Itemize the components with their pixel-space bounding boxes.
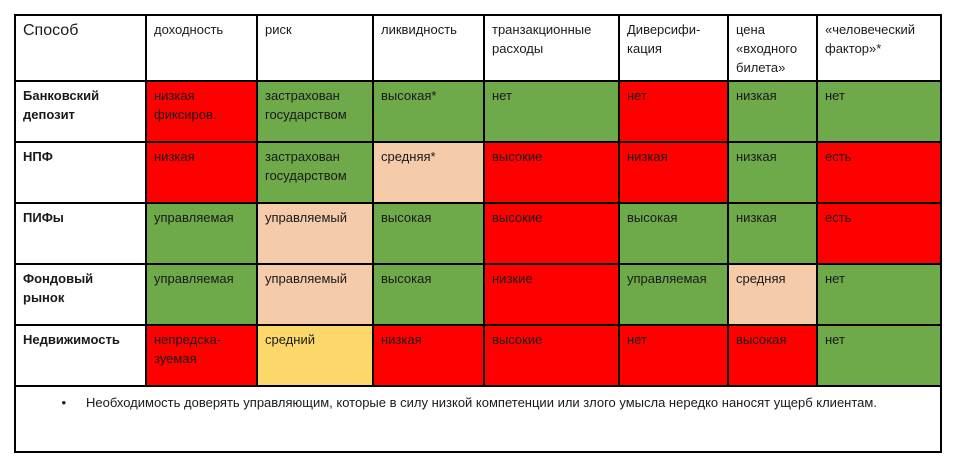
cell-value: управляемая xyxy=(154,210,234,225)
table-cell xyxy=(817,264,941,325)
header-cell xyxy=(146,15,257,81)
cell-value: низкая xyxy=(154,149,195,164)
header-cell xyxy=(817,15,941,81)
cell-value: средняя* xyxy=(381,149,436,164)
header-cell xyxy=(728,15,817,81)
cell-value: средняя xyxy=(736,271,786,286)
header-cell xyxy=(619,15,728,81)
table-cell xyxy=(257,264,373,325)
table-cell xyxy=(146,325,257,386)
table-cell xyxy=(484,81,619,142)
cell-value: низкая xyxy=(627,149,668,164)
cell-value: есть xyxy=(825,210,852,225)
cell-value: нет xyxy=(492,88,512,103)
cell-value: высокая xyxy=(627,210,678,225)
table-row xyxy=(15,81,941,142)
row-name: Банковский депозит xyxy=(23,88,100,122)
footnote xyxy=(16,393,940,412)
table-cell xyxy=(484,264,619,325)
header-label: транзакционные расходы xyxy=(492,22,592,56)
header-label: риск xyxy=(265,22,292,37)
table-cell xyxy=(728,81,817,142)
row-name-cell xyxy=(15,325,146,386)
table-cell xyxy=(257,325,373,386)
cell-value: застрахован государством xyxy=(265,88,347,122)
table-cell xyxy=(373,81,484,142)
cell-value: низкая xyxy=(736,210,777,225)
table-cell xyxy=(146,203,257,264)
table-cell xyxy=(257,203,373,264)
cell-value: высокая xyxy=(736,332,787,347)
header-cell xyxy=(15,15,146,81)
header-label: Диверсифи- кация xyxy=(627,22,701,56)
header-label: Способ xyxy=(23,22,79,39)
cell-value: низкая xyxy=(736,149,777,164)
header-label: ликвидность xyxy=(381,22,457,37)
cell-value: нет xyxy=(825,332,845,347)
cell-value: высокие xyxy=(492,149,543,164)
table-row xyxy=(15,203,941,264)
cell-value: нет xyxy=(627,88,647,103)
table-cell xyxy=(619,264,728,325)
header-cell xyxy=(373,15,484,81)
header-row xyxy=(15,15,941,81)
row-name: Фондовый рынок xyxy=(23,271,94,305)
table-cell xyxy=(728,203,817,264)
table-cell xyxy=(373,325,484,386)
row-name-cell xyxy=(15,81,146,142)
footnote-cell xyxy=(15,386,941,452)
table-cell xyxy=(817,81,941,142)
cell-value: управляемый xyxy=(265,271,348,286)
table-cell xyxy=(257,142,373,203)
cell-value: низкая xyxy=(736,88,777,103)
cell-value: низкие xyxy=(492,271,533,286)
comparison-table xyxy=(14,14,942,453)
table-cell xyxy=(373,264,484,325)
row-name-cell xyxy=(15,264,146,325)
cell-value: высокие xyxy=(492,210,543,225)
cell-value: нет xyxy=(825,271,845,286)
table-cell xyxy=(817,325,941,386)
table-row xyxy=(15,325,941,386)
table-cell xyxy=(817,142,941,203)
cell-value: управляемая xyxy=(154,271,234,286)
table-cell xyxy=(484,325,619,386)
table-cell xyxy=(728,142,817,203)
cell-value: застрахован государством xyxy=(265,149,347,183)
header-label: цена «входного билета» xyxy=(736,22,798,75)
table-cell xyxy=(146,264,257,325)
table-cell xyxy=(728,325,817,386)
table-cell xyxy=(619,325,728,386)
table-cell xyxy=(484,203,619,264)
table-cell xyxy=(146,81,257,142)
cell-value: высокие xyxy=(492,332,543,347)
footnote-row xyxy=(15,386,941,452)
table-cell xyxy=(146,142,257,203)
cell-value: высокая xyxy=(381,210,432,225)
cell-value: низкая фиксиров. xyxy=(154,88,217,122)
table-cell xyxy=(484,142,619,203)
cell-value: низкая xyxy=(381,332,422,347)
table-cell xyxy=(728,264,817,325)
table-cell xyxy=(373,142,484,203)
table-row xyxy=(15,264,941,325)
row-name: Недвижимость xyxy=(23,332,120,347)
header-label: «человеческий фактор»* xyxy=(825,22,916,56)
header-cell xyxy=(484,15,619,81)
row-name: ПИФы xyxy=(23,210,64,225)
cell-value: нет xyxy=(825,88,845,103)
table-cell xyxy=(373,203,484,264)
cell-value: непредска- зуемая xyxy=(154,332,222,366)
table-cell xyxy=(257,81,373,142)
row-name: НПФ xyxy=(23,149,53,164)
table-cell xyxy=(619,203,728,264)
cell-value: нет xyxy=(627,332,647,347)
row-name-cell xyxy=(15,142,146,203)
table-cell xyxy=(619,81,728,142)
table-cell xyxy=(817,203,941,264)
footnote-text: Необходимость доверять управляющим, которые в силу низкой компетенции или злого умысла нередко наносят ущерб клиентам. xyxy=(86,395,877,410)
header-cell xyxy=(257,15,373,81)
row-name-cell xyxy=(15,203,146,264)
table-row xyxy=(15,142,941,203)
cell-value: высокая* xyxy=(381,88,437,103)
cell-value: есть xyxy=(825,149,852,164)
cell-value: управляемая xyxy=(627,271,707,286)
cell-value: управляемый xyxy=(265,210,348,225)
table-cell xyxy=(619,142,728,203)
bullet-icon: • xyxy=(61,395,66,410)
header-label: доходность xyxy=(154,22,224,37)
cell-value: высокая xyxy=(381,271,432,286)
cell-value: средний xyxy=(265,332,315,347)
